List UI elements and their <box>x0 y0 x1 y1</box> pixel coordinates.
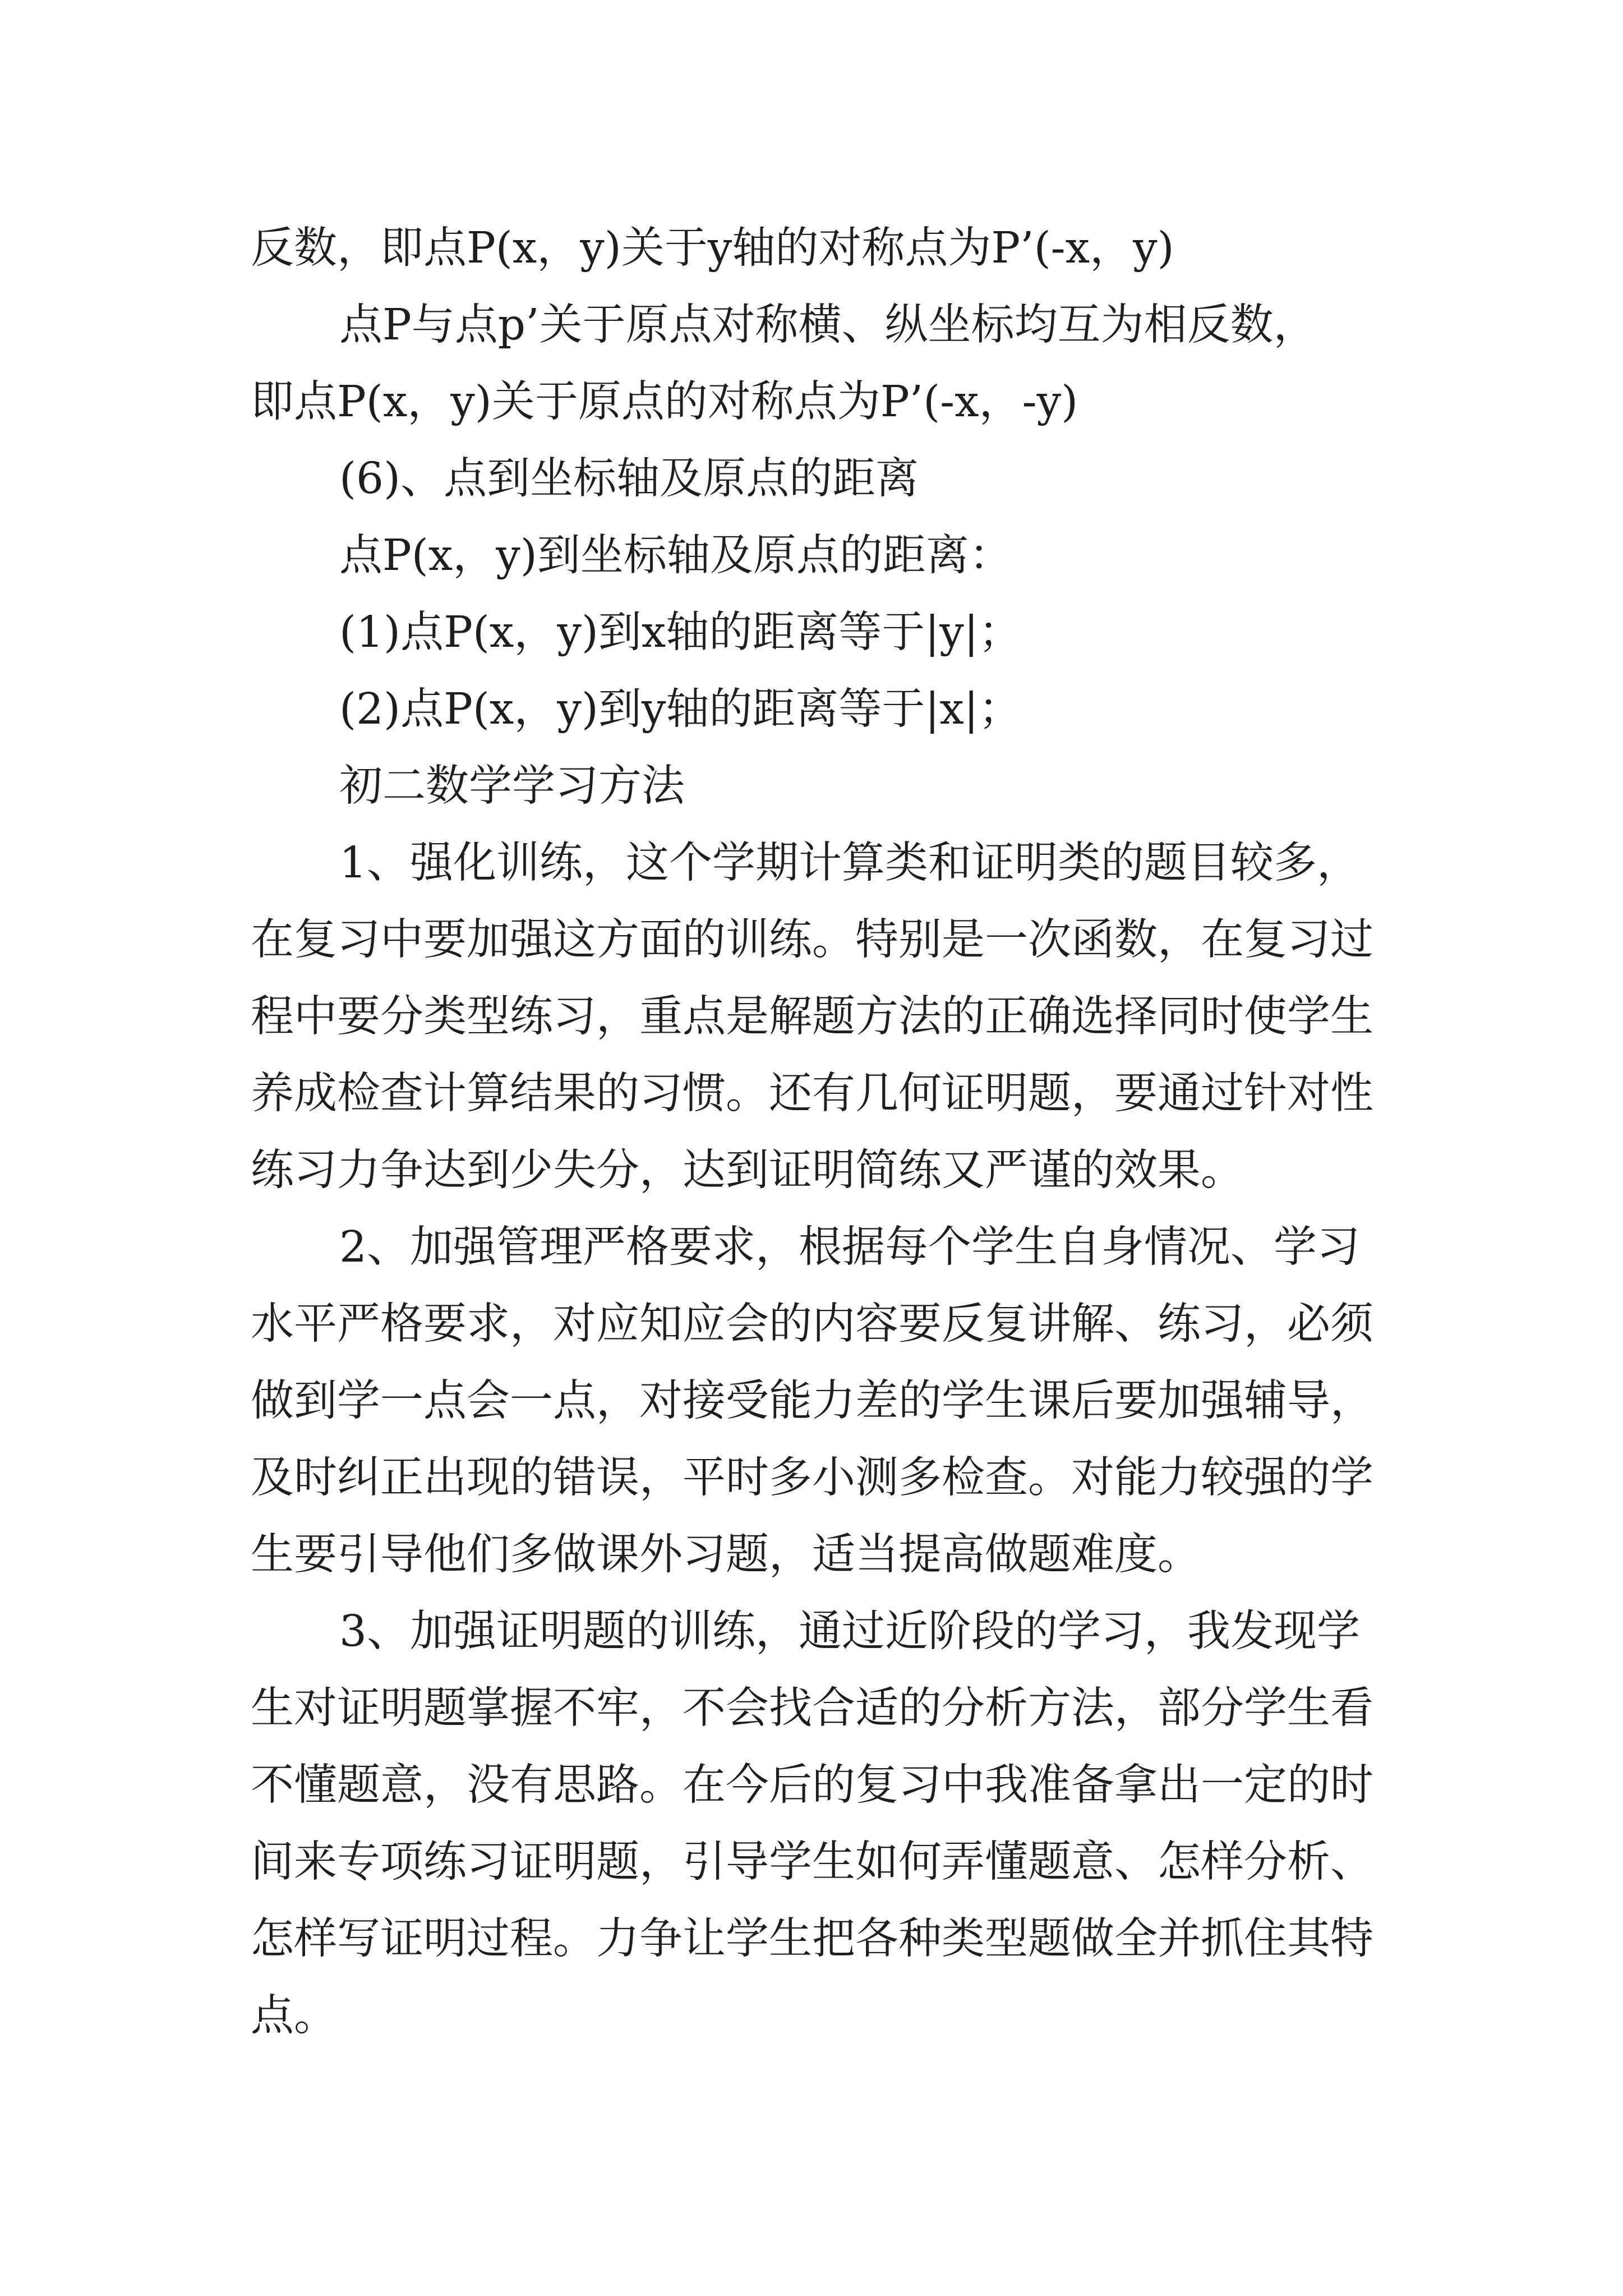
list-item <box>251 594 1428 671</box>
text-line: 点。 <box>251 1991 337 2041</box>
text-line: (6)、点到坐标轴及原点的距离 <box>339 454 919 504</box>
text-line: 反数，即点P(x，y)关于y轴的对称点为P’(-x，y) <box>251 223 1174 273</box>
paragraph <box>251 1209 1428 1593</box>
paragraph-continued <box>251 210 1428 287</box>
text-line: 水平严格要求，对应知应会的内容要反复讲解、练习，必须 <box>251 1299 1373 1349</box>
text-line: 3、加强证明题的训练，通过近阶段的学习，我发现学 <box>339 1607 1360 1657</box>
text-line: 生对证明题掌握不牢，不会找合适的分析方法，部分学生看 <box>251 1683 1373 1733</box>
text-line: 点P(x，y)到坐标轴及原点的距离： <box>339 531 1012 581</box>
text-line: 1、强化训练，这个学期计算类和证明类的题目较多， <box>339 838 1360 888</box>
text-line: 及时纠正出现的错误，平时多小测多检查。对能力较强的学 <box>251 1453 1373 1503</box>
section-heading <box>251 748 1428 825</box>
text-line: 程中要分类型练习，重点是解题方法的正确选择同时使学生 <box>251 992 1373 1042</box>
text-line: 即点P(x，y)关于原点的对称点为P’(-x，-y) <box>251 377 1078 427</box>
text-line: 不懂题意，没有思路。在今后的复习中我准备拿出一定的时 <box>251 1760 1373 1810</box>
text-line: 在复习中要加强这方面的训练。特别是一次函数，在复习过 <box>251 915 1373 965</box>
text-line: 怎样写证明过程。力争让学生把各种类型题做全并抓住其特 <box>251 1914 1373 1964</box>
text-line: (1)点P(x，y)到x轴的距离等于|y|； <box>339 608 1022 657</box>
text-line: 初二数学学习方法 <box>339 761 685 811</box>
text-line: 做到学一点会一点，对接受能力差的学生课后要加强辅导， <box>251 1376 1373 1426</box>
text-line: 间来专项练习证明题，引导学生如何弄懂题意、怎样分析、 <box>251 1837 1373 1887</box>
paragraph <box>251 1593 1428 2054</box>
text-line: 练习力争达到少失分，达到证明简练又严谨的效果。 <box>251 1145 1244 1195</box>
text-line: 2、加强管理严格要求，根据每个学生自身情况、学习 <box>339 1222 1360 1272</box>
list-item <box>251 671 1428 748</box>
text-line: 点P与点p’关于原点对称横、纵坐标均互为相反数， <box>339 300 1317 350</box>
text-line: (2)点P(x，y)到y轴的距离等于|x|； <box>339 684 1022 734</box>
body-text <box>251 210 1428 2054</box>
text-line: 生要引导他们多做课外习题，适当提高做题难度。 <box>251 1530 1201 1580</box>
paragraph <box>251 517 1428 594</box>
section-heading <box>251 440 1428 517</box>
text-line: 养成检查计算结果的习惯。还有几何证明题，要通过针对性 <box>251 1069 1373 1119</box>
paragraph <box>251 287 1428 440</box>
paragraph <box>251 825 1428 1209</box>
